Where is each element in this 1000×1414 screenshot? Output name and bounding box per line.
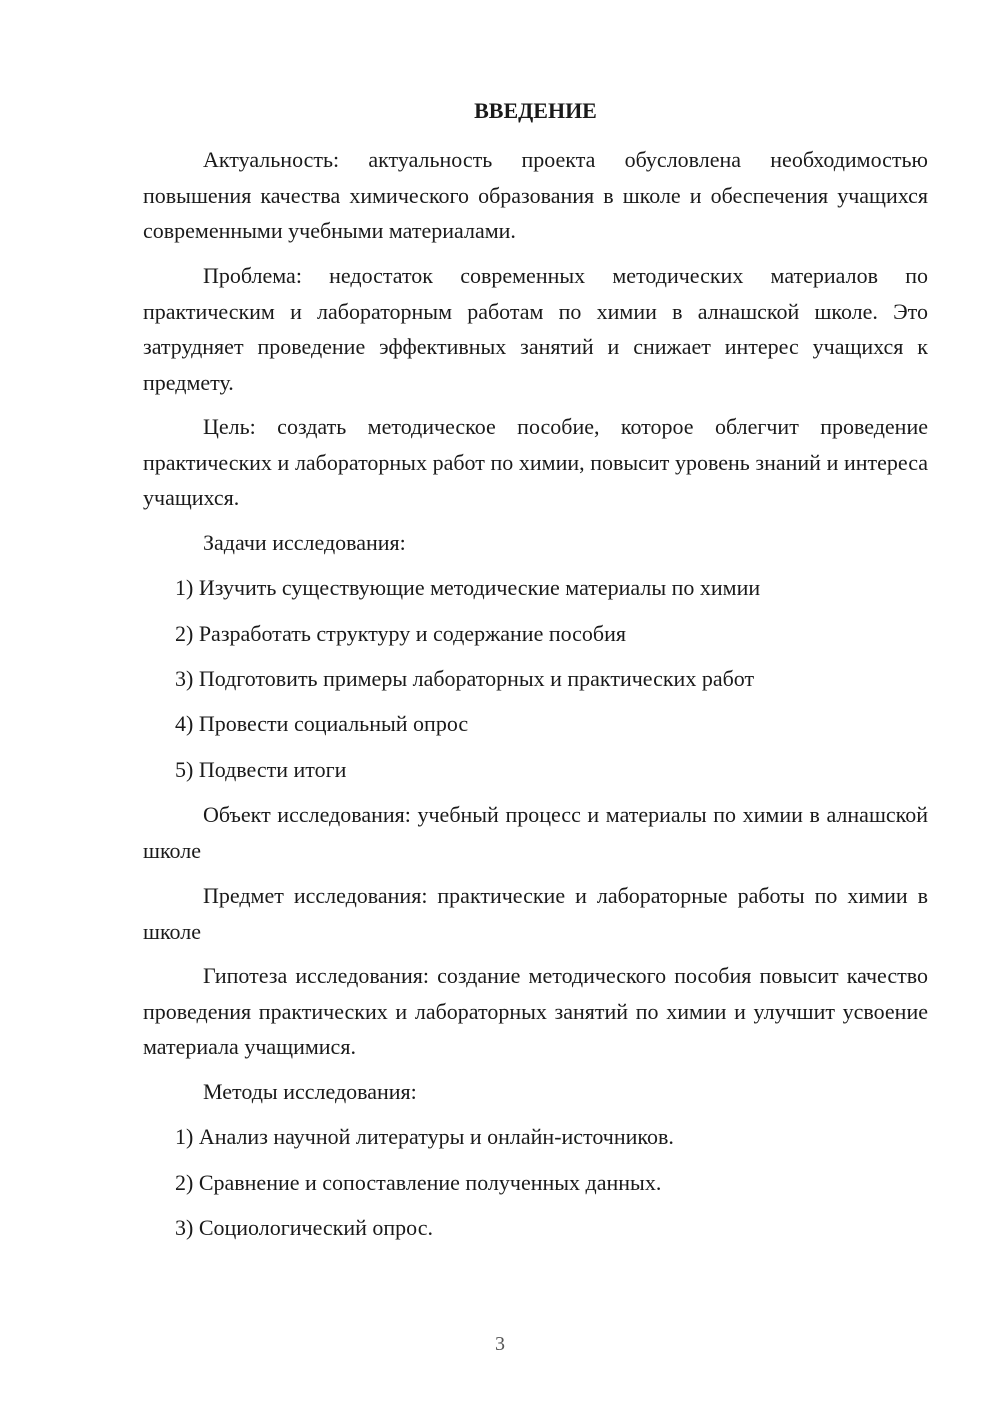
goal-paragraph: Цель: создать методическое пособие, которое облегчит проведение практических и лабораторных работ по химии, повысит уровень знаний и интереса учащихся.: [143, 414, 928, 510]
task-item-3: 3) Подготовить примеры лабораторных и практических работ: [175, 666, 755, 691]
task-item-1: 1) Изучить существующие методические материалы по химии: [175, 575, 761, 600]
task-item-4: 4) Провести социальный опрос: [175, 711, 469, 736]
subject-paragraph: Предмет исследования: практические и лабораторные работы по химии в школе: [143, 883, 928, 944]
hypothesis-paragraph: Гипотеза исследования: создание методического пособия повысит качество проведения практических и лабораторных занятий по химии и улучшит усвоение материала учащимися.: [143, 963, 928, 1059]
task-item-5: 5) Подвести итоги: [175, 757, 347, 782]
relevance-paragraph: Актуальность: актуальность проекта обусловлена необходимостью повышения качества химического образования в школе и обеспечения учащихся современными учебными материалами.: [143, 147, 928, 243]
method-item-1: 1) Анализ научной литературы и онлайн-источников.: [175, 1124, 674, 1149]
object-paragraph: Объект исследования: учебный процесс и материалы по химии в алнашской школе: [143, 802, 928, 863]
problem-paragraph: Проблема: недостаток современных методических материалов по практическим и лабораторным работам по химии в алнашской школе. Это затрудняет проведение эффективных занятий и снижает интерес учащихся к предмету.: [143, 263, 928, 395]
methods-heading: Методы исследования:: [203, 1079, 417, 1104]
page-number: 3: [495, 1333, 505, 1355]
page-title: ВВЕДЕНИЕ: [474, 98, 597, 123]
task-item-2: 2) Разработать структуру и содержание пособия: [175, 621, 627, 646]
tasks-heading: Задачи исследования:: [203, 530, 406, 555]
method-item-2: 2) Сравнение и сопоставление полученных данных.: [175, 1170, 662, 1195]
method-item-3: 3) Социологический опрос.: [175, 1215, 433, 1240]
